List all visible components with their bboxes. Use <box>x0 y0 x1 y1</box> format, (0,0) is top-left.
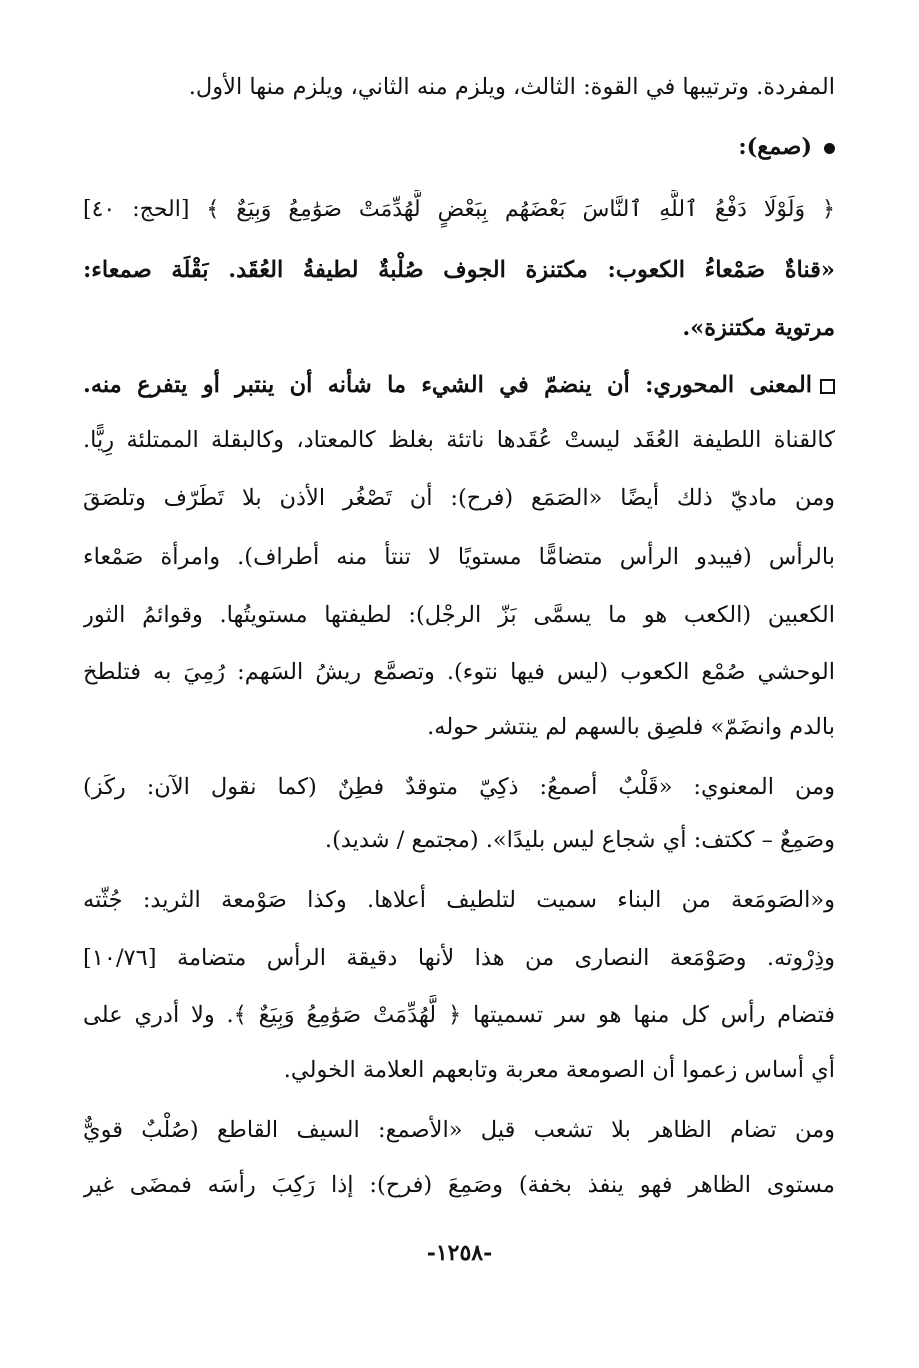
text-line-13: ومن المعنوي: «قَلْبٌ أصمعُ: ذكِيّ متوقدٌ فطِنٌ (كما نقول الآن: ركَز) <box>83 774 835 800</box>
text-line-12: بالدم وانضَمّ» فلصِق بالسهم لم ينتشر حوله. <box>427 714 835 740</box>
text-line-1: المفردة. وترتيبها في القوة: الثالث، ويلزم منه الثاني، ويلزم منها الأول. <box>188 74 835 100</box>
square-box-icon <box>820 379 835 394</box>
core-meaning-text: المعنى المحوري: أن ينضمّ في الشيء ما شأنه أن ينتبر أو يتفرع منه. <box>83 372 812 398</box>
text-line-20: مستوى الظاهر فهو ينفذ بخفة) وصَمِعَ (فرح): إذا رَكِبَ رأسَه فمضَى غير <box>83 1172 835 1198</box>
bullet-icon <box>824 143 835 154</box>
text-line-18: أي أساس زعموا أن الصومعة معربة وتابعهم العلامة الخولي. <box>283 1057 835 1083</box>
quran-verse-line: ﴿ وَلَوْلَا دَفْعُ ٱللَّهِ ٱلنَّاسَ بَعْضَهُم بِبَعْضٍ لَّهُدِّمَتْ صَوَٰمِعُ وَبِيَعٌ ﴾ [الحج: ٤٠] <box>83 197 835 222</box>
core-meaning-line <box>83 365 835 405</box>
entry-heading <box>83 127 835 167</box>
text-line-17: فتضام رأس كل منها هو سر تسميتها ﴿ لَّهُدِّمَتْ صَوَٰمِعُ وَبِيَعٌ ﴾. ولا أدري على <box>83 1002 835 1028</box>
page-number: -١٢٥٨- <box>426 1240 493 1266</box>
text-line-7: كالقناة اللطيفة العُقَد ليستْ عُقَدها ناتئة بغلظ كالمعتاد، وكالبقلة الممتلئة رِيًّا. <box>83 427 835 453</box>
entry-root-label: (صمع): <box>738 134 812 160</box>
text-line-8: ومن ماديّ ذلك أيضًا «الصَمَع (فرح): أن تَصْغُر الأذن بلا تَطَرّف وتلصَقَ <box>83 485 835 511</box>
text-line-11: الوحشي صُمْع الكعوب (ليس فيها نتوء). وتصمَّع ريشُ السَهم: رُمِيَ به فتلطخ <box>83 659 835 685</box>
text-line-10: الكعبين (الكعب هو ما يسمَّى بَزّ الرجْل): لطيفتها مستويتُها. وقوائمُ الثور <box>83 602 835 628</box>
text-line-15: و«الصَومَعة من البناء سميت لتلطيف أعلاها. وكذا صَوْمعة الثريد: جُثّته <box>83 887 835 913</box>
text-line-19: ومن تضام الظاهر بلا تشعب قيل «الأصمع: السيف القاطع (صُلْبٌ قويٌّ <box>83 1117 835 1143</box>
text-line-9: بالرأس (فيبدو الرأس متضامًّا مستويًا لا تنتأ منه أطراف). وامرأة صَمْعاء <box>83 544 835 570</box>
text-line-14: وصَمِعٌ – ككتف: أي شجاع ليس بليدًا». (مجتمع / شديد). <box>324 827 835 853</box>
text-line-16: وذِرْوته. وصَوْمَعة النصارى من هذا لأنها دقيقة الرأس متضامة [١٠/٧٦] <box>83 945 835 971</box>
quote-line-2: مرتوية مكتنزة». <box>682 315 835 341</box>
quote-line-1: «قناةٌ صَمْعاءُ الكعوب: مكتنزة الجوف صُلْبةٌ لطيفةُ العُقَد. بَقْلَة صمعاء: <box>83 257 835 283</box>
